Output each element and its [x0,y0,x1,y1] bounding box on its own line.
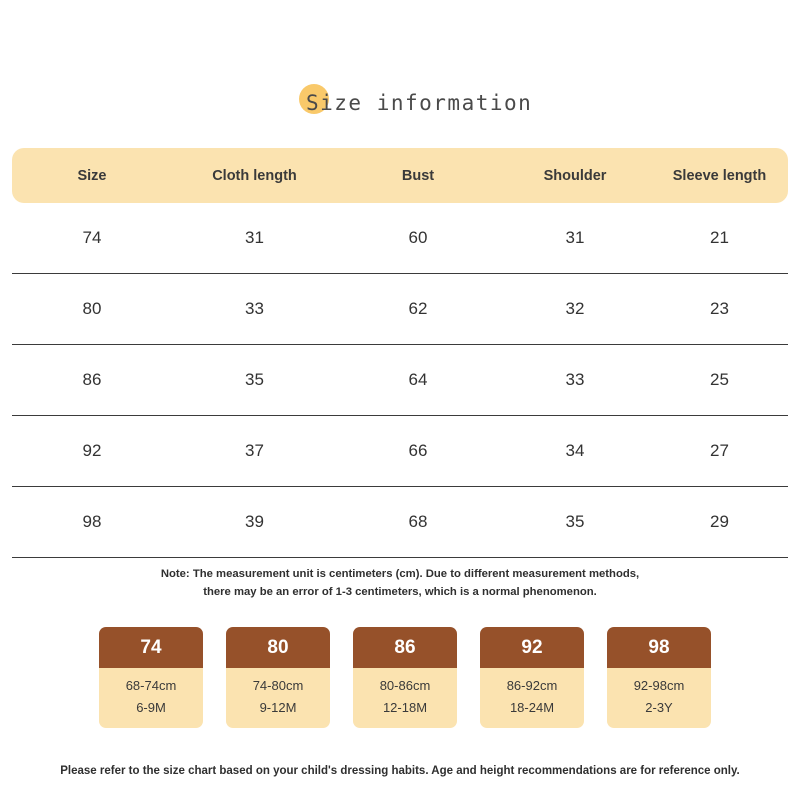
size-card-body [480,668,584,728]
cell-bust: 68 [408,512,428,531]
cell-shoulder: 32 [565,299,585,318]
cell-shoulder: 33 [565,370,585,389]
cell-cloth-length: 37 [245,441,264,460]
cell-cloth-length: 31 [245,228,264,247]
size-card-age: 6-9M [136,700,166,716]
size-card-92 [480,627,584,728]
size-card-height: 92-98cm [633,678,685,693]
size-card-list [99,627,711,728]
cell-shoulder: 34 [565,441,585,460]
size-card-body [226,668,330,728]
cell-cloth-length: 33 [245,299,264,318]
size-card-size: 92 [480,627,584,668]
column-header-bust: Bust [401,167,435,184]
note-line-1: Note: The measurement unit is centimeters (cm). Due to different measurement methods, [160,568,640,580]
size-table [12,148,788,558]
size-card-size: 86 [353,627,457,668]
cell-shoulder: 35 [565,512,585,531]
column-header-sleeve-length: Sleeve length [672,167,767,184]
cell-bust: 66 [408,441,428,460]
size-card-size: 98 [607,627,711,668]
cell-size: 98 [82,512,102,531]
size-card-size: 74 [99,627,203,668]
size-card-age: 9-12M [259,700,297,716]
size-card-74 [99,627,203,728]
size-card-body [607,668,711,728]
table-row [12,416,788,487]
size-card-86 [353,627,457,728]
column-header-shoulder: Shoulder [543,167,607,184]
cell-bust: 64 [408,370,428,389]
size-card-80 [226,627,330,728]
size-card-height: 80-86cm [379,678,431,693]
cell-size: 74 [82,228,102,247]
cell-sleeve-length: 27 [710,441,729,460]
table-header-row [12,148,788,203]
size-card-size: 80 [226,627,330,668]
size-card-height: 74-80cm [252,678,304,693]
cell-sleeve-length: 23 [710,299,729,318]
column-header-cloth-length: Cloth length [212,167,297,184]
cell-sleeve-length: 29 [710,512,729,531]
cell-cloth-length: 35 [245,370,264,389]
page-title: Size information [306,91,533,115]
size-card-98 [607,627,711,728]
cell-cloth-length: 39 [245,512,264,531]
size-card-body [99,668,203,728]
cell-sleeve-length: 21 [710,228,729,247]
size-card-body [353,668,457,728]
footer-disclaimer: Please refer to the size chart based on your child's dressing habits. Age and height recommendations are for reference only. [60,765,740,777]
table-row [12,203,788,274]
size-card-height: 86-92cm [506,678,558,693]
size-card-age: 2-3Y [645,700,673,716]
cell-size: 92 [82,441,102,460]
table-row [12,487,788,558]
cell-size: 86 [82,370,102,389]
measurement-note [0,566,800,601]
cell-bust: 62 [408,299,428,318]
note-line-2: there may be an error of 1-3 centimeters, which is a normal phenomenon. [203,585,597,598]
title-section [0,0,800,130]
size-card-height: 68-74cm [125,678,177,693]
cell-bust: 60 [408,228,428,247]
cell-sleeve-length: 25 [710,370,729,389]
table-row [12,345,788,416]
cell-size: 80 [82,299,102,318]
cell-shoulder: 31 [565,228,585,247]
table-row [12,274,788,345]
size-card-age: 12-18M [382,700,428,716]
size-card-age: 18-24M [509,700,555,716]
column-header-size: Size [77,167,107,184]
